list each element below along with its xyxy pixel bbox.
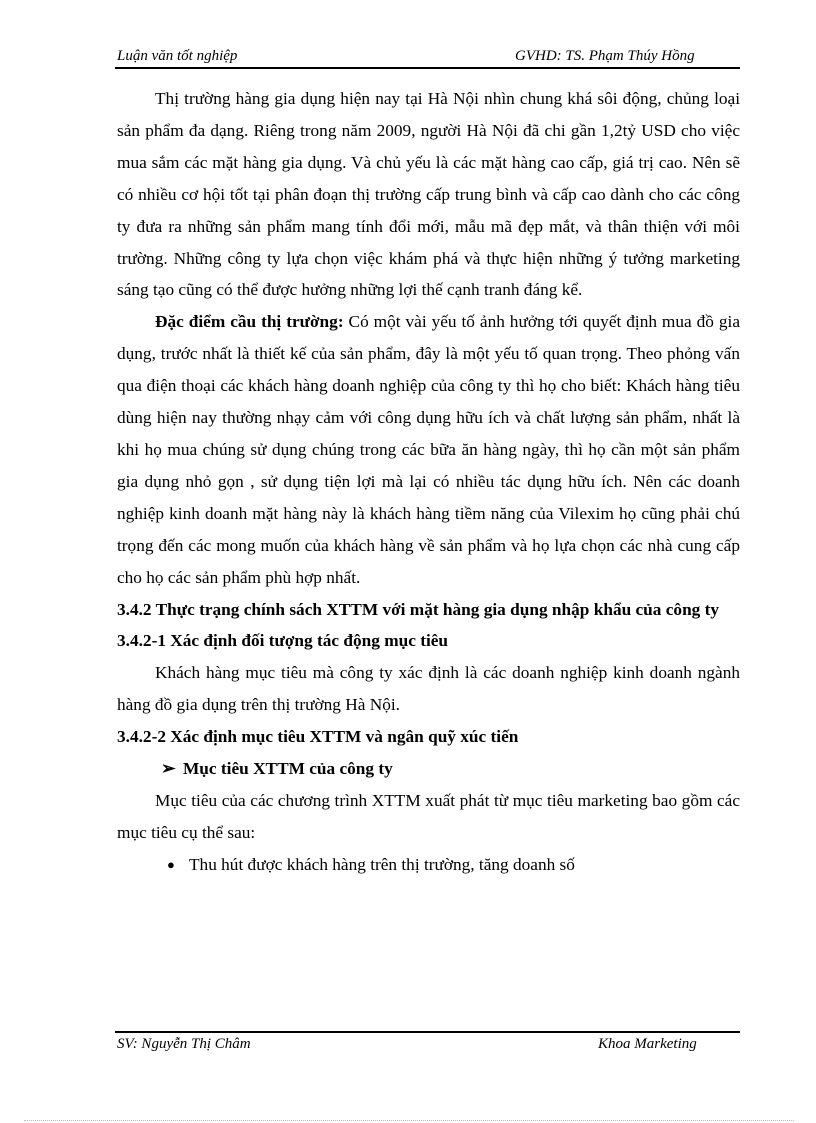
header-divider	[115, 67, 740, 69]
bullet-list-item	[117, 849, 740, 881]
header-advisor: GVHD: TS. Phạm Thúy Hồng	[515, 48, 695, 64]
footer-divider	[115, 1031, 740, 1033]
footer-student: SV: Nguyễn Thị Châm	[117, 1036, 251, 1052]
arrow-item-text: Mục tiêu XTTM của công ty	[183, 759, 393, 779]
page-body	[117, 83, 740, 881]
paragraph-objectives: Mục tiêu của các chương trình XTTM xuất phát từ mục tiêu marketing bao gồm các mục tiêu cụ thể sau:	[117, 790, 740, 842]
bullet-dot-icon: ●	[167, 856, 175, 872]
arrow-bullet-icon: ➢	[161, 759, 176, 779]
header-thesis-label: Luận văn tốt nghiệp	[117, 48, 238, 64]
paragraph-lead: Đặc điểm cầu thị trường:	[155, 312, 344, 332]
paragraph-market-overview: Thị trường hàng gia dụng hiện nay tại Hà Nội nhìn chung khá sôi động, chủng loại sản phẩm đa dạng. Riêng trong năm 2009, người Hà Nội đã chi gần 1,2tỷ USD cho việc mua sắm các mặt hàng gia dụng. Và chủ yếu là các mặt hàng cao cấp, giá trị cao. Nên sẽ có nhiều cơ hội tốt tại phân đoạn thị trường cấp trung bình và cấp cao dành cho các công ty đưa ra những sản phẩm mang tính đổi mới, mẫu mã đẹp mắt, và thân thiện với môi trường. Những công ty lựa chọn việc khám phá và thực hiện những ý tưởng marketing sáng tạo cũng có thể được hưởng những lợi thế cạnh tranh đáng kể.	[117, 89, 740, 300]
page-bottom-edge	[24, 1120, 794, 1121]
footer-department: Khoa Marketing	[598, 1036, 697, 1052]
section-heading-3-4-2-2: 3.4.2-2 Xác định mục tiêu XTTM và ngân quỹ xúc tiến	[117, 727, 519, 747]
paragraph-demand-characteristics	[117, 306, 740, 593]
section-heading-3-4-2: 3.4.2 Thực trạng chính sách XTTM với mặt hàng gia dụng nhập khẩu của công ty	[117, 599, 720, 619]
section-heading-3-4-2-1: 3.4.2-1 Xác định đối tượng tác động mục tiêu	[117, 631, 449, 651]
page-header	[117, 48, 740, 68]
page-footer	[117, 1036, 740, 1056]
arrow-list-item	[117, 753, 740, 785]
paragraph-text: Có một vài yếu tố ảnh hưởng tới quyết định mua đồ gia dụng, trước nhất là thiết kế của sản phẩm, đây là một yếu tố quan trọng. Theo phỏng vấn qua điện thoại các khách hàng doanh nghiệp của công ty thì họ cho biết: Khách hàng tiêu dùng hiện nay thường nhạy cảm với công dụng hữu ích và chất lượng sản phẩm, nhất là khi họ mua chúng sử dụng chúng trong các bữa ăn hàng ngày, thì họ cần một sản phẩm gia dụng nhỏ gọn , sử dụng tiện lợi mà lại có nhiều tác dụng hữu ích. Nên các doanh nghiệp kinh doanh mặt hàng này là khách hàng tiềm năng của Vilexim họ cũng phải chú trọng đến các mong muốn của khách hàng về sản phẩm và họ lựa chọn các nhà cung cấp cho họ các sản phẩm phù hợp nhất.	[117, 312, 740, 587]
bullet-item-text: Thu hút được khách hàng trên thị trường, tăng doanh số	[189, 854, 575, 874]
paragraph-target-customers: Khách hàng mục tiêu mà công ty xác định là các doanh nghiệp kinh doanh ngành hàng đồ gia dụng trên thị trường Hà Nội.	[117, 663, 740, 715]
